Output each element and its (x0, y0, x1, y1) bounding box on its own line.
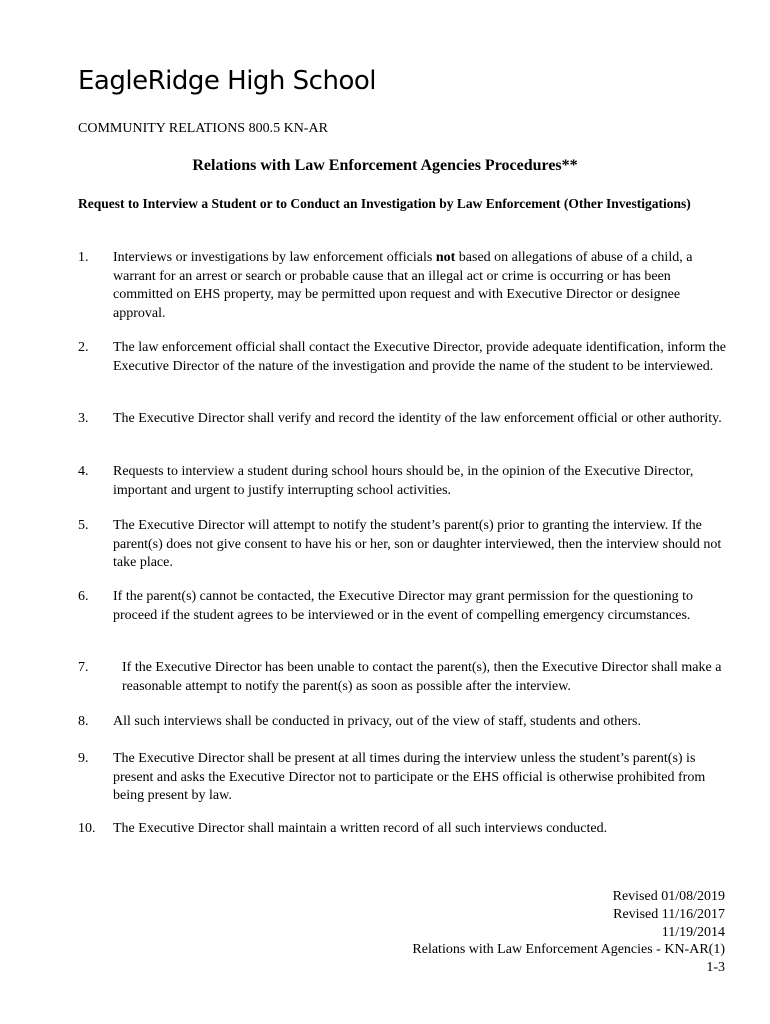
page-number: 1-3 (706, 960, 725, 976)
document-reference: Relations with Law Enforcement Agencies - KN-AR(1) (412, 942, 725, 958)
item-text: Requests to interview a student during school hours should be, in the opinion of the Executive Director, important and urgent to justify interrupting school activities. (113, 464, 694, 498)
section-heading: Request to Interview a Student or to Conduct an Investigation by Law Enforcement (Other Investigations) (78, 196, 691, 211)
item-text: All such interviews shall be conducted in privacy, out of the view of staff, students and others. (113, 714, 641, 729)
item-number: 6. (78, 589, 89, 604)
revised-date-1: Revised 01/08/2019 (612, 889, 725, 904)
list-item (78, 463, 728, 500)
list-item (78, 588, 728, 625)
item-text: The Executive Director will attempt to notify the student’s parent(s) prior to granting the interview. If the parent(s) does not give consent to have his or her, son or daughter interviewed, then the interview should not take place. (113, 518, 722, 570)
item-number: 8. (78, 714, 89, 729)
item-text: Interviews or investigations by law enforcement officials not based on allegations of abuse of a child, a warrant for an arrest or search or probable cause that an illegal act or crime is occurring or has been committed on EHS property, may be permitted upon request and with Executive Director or designee approval. (113, 250, 693, 321)
item-text: The Executive Director shall maintain a written record of all such interviews conducted. (113, 821, 608, 836)
item-number: 4. (78, 464, 89, 479)
list-item (78, 713, 728, 732)
list-item (78, 410, 728, 429)
list-item (78, 659, 728, 696)
list-item (78, 517, 728, 573)
policy-code: COMMUNITY RELATIONS 800.5 KN-AR (78, 121, 328, 136)
revised-date-2: Revised 11/16/2017 (613, 906, 725, 922)
list-item (78, 249, 728, 323)
item-number: 5. (78, 518, 89, 533)
item-text: The Executive Director shall be present at all times during the interview unless the student’s parent(s) is present and asks the Executive Director not to participate or the EHS official is otherwise prohibited from being present by law. (113, 751, 706, 803)
emphasis-not: not (435, 250, 456, 265)
item-number: 2. (78, 340, 89, 355)
item-number: 3. (78, 411, 89, 426)
item-text: If the Executive Director has been unable to contact the parent(s), then the Executive Director shall make a reasonable attempt to notify the parent(s) as soon as possible after the interview. (122, 660, 722, 694)
item-number: 1. (78, 250, 89, 265)
item-number: 9. (78, 751, 89, 766)
school-name: EagleRidge High School (78, 66, 376, 96)
list-item (78, 339, 728, 376)
list-item (78, 750, 728, 806)
list-item (78, 820, 728, 839)
item-text: The Executive Director shall verify and record the identity of the law enforcement official or other authority. (113, 411, 722, 426)
item-number: 7. (78, 660, 89, 675)
item-text: If the parent(s) cannot be contacted, the Executive Director may grant permission for the questioning to proceed if the student agrees to be interviewed or in the event of compelling emergency circumstances. (113, 589, 694, 623)
original-date: 11/19/2014 (661, 924, 725, 940)
document-title: Relations with Law Enforcement Agencies Procedures** (192, 157, 578, 174)
item-text: The law enforcement official shall contact the Executive Director, provide adequate identification, inform the Executive Director of the nature of the investigation and provide the name of the student to be interviewed. (113, 340, 726, 374)
item-number: 10. (78, 821, 96, 836)
revision-block (412, 888, 725, 977)
